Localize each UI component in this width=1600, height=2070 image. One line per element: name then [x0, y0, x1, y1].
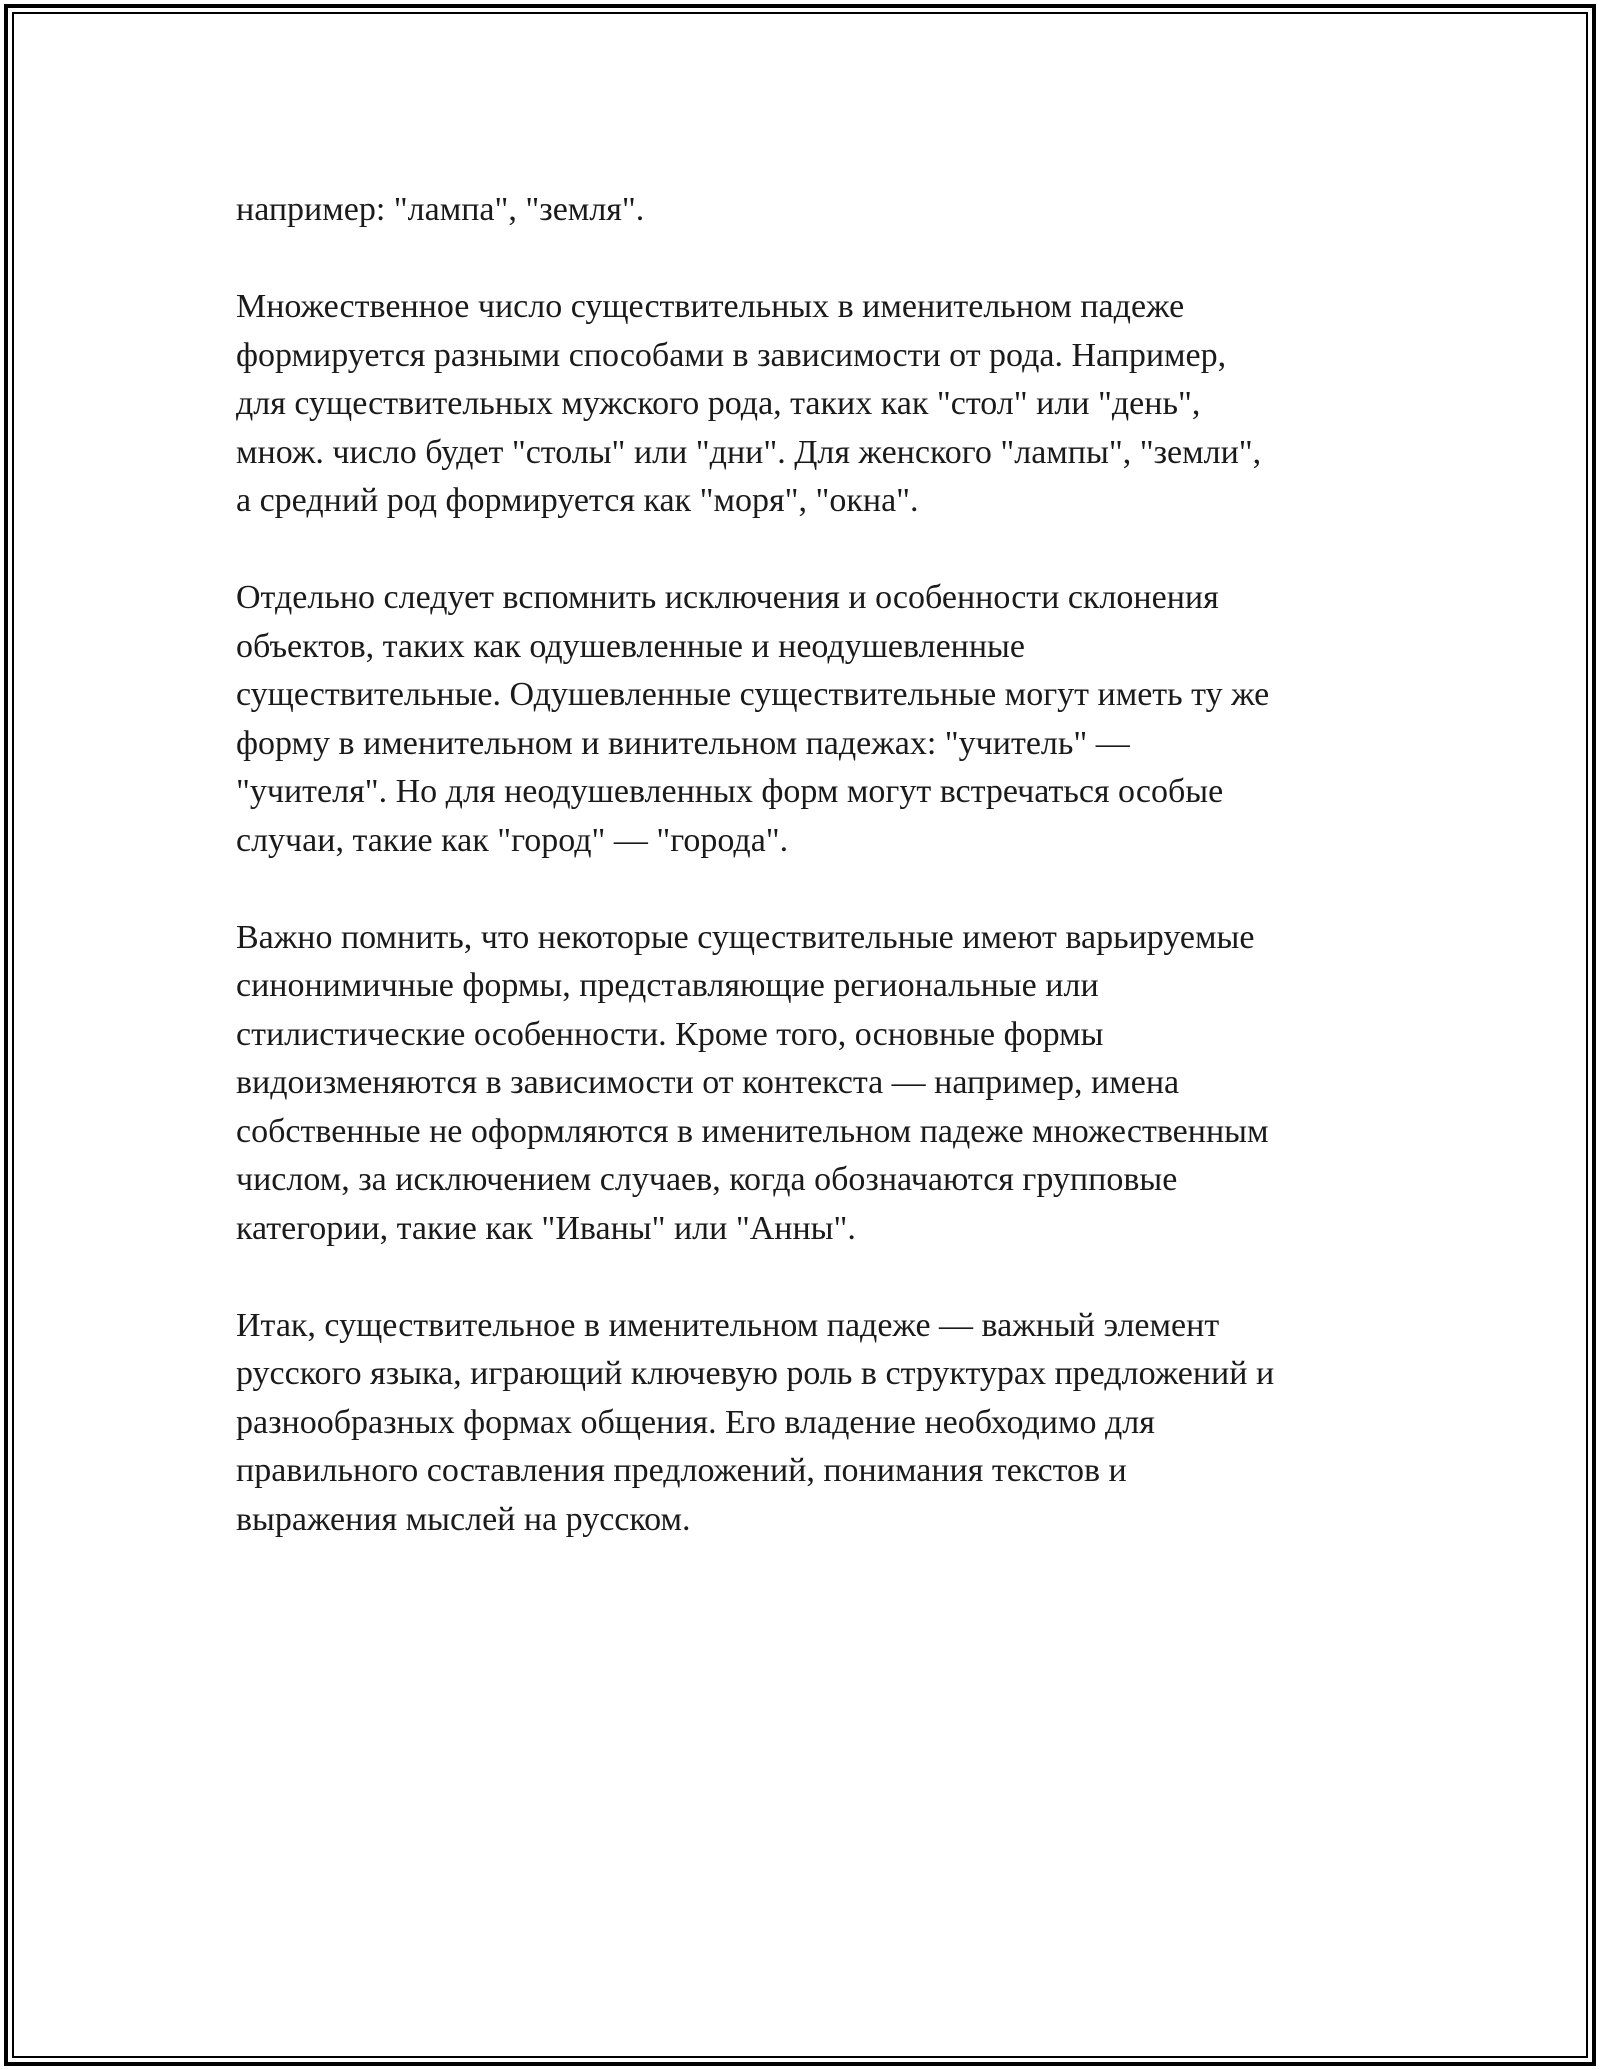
text-line: Важно помнить, что некоторые существительные имеют варьируемые	[236, 918, 1255, 956]
text-line: существительные. Одушевленные существительные могут иметь ту же	[236, 676, 1270, 713]
text-line: Итак, существительное в именительном падеже — важный элемент	[236, 1306, 1220, 1344]
document-body	[236, 186, 1386, 1593]
text-line: Множественное число существительных в именительном падеже	[236, 288, 1185, 325]
text-line: а средний род формируется как "моря", "окна".	[236, 482, 919, 519]
paragraph	[236, 186, 1386, 235]
text-line: формируется разными способами в зависимости от рода. Например,	[236, 336, 1227, 374]
text-line: числом, за исключением случаев, когда обозначаются групповые	[236, 1161, 1178, 1198]
text-line: для существительных мужского рода, таких как "стол" или "день",	[236, 385, 1201, 422]
text-line: стилистические особенности. Кроме того, основные формы	[236, 1015, 1104, 1053]
text-line: "учителя". Но для неодушевленных форм могут встречаться особые	[236, 773, 1224, 810]
text-line: собственные не оформляются в именительном падеже множественным	[236, 1112, 1269, 1150]
text-line: правильного составления предложений, понимания текстов и	[236, 1452, 1127, 1489]
text-line: русского языка, играющий ключевую роль в структурах предложений и	[236, 1355, 1275, 1392]
text-line: видоизменяются в зависимости от контекста — например, имена	[236, 1064, 1180, 1101]
text-line: выражения мыслей на русском.	[236, 1500, 691, 1538]
text-line: категории, такие как "Иваны" или "Анны".	[236, 1209, 856, 1247]
text-line: Отдельно следует вспомнить исключения и особенности склонения	[236, 579, 1219, 616]
text-line: случаи, такие как "город" — "города".	[236, 821, 789, 859]
text-line: синонимичные формы, представляющие региональные или	[236, 967, 1099, 1004]
text-line: например: "лампа", "земля".	[236, 191, 645, 228]
paragraph	[236, 914, 1386, 1254]
paragraph	[236, 1302, 1386, 1545]
text-line: множ. число будет "столы" или "дни". Для женского "лампы", "земли",	[236, 433, 1262, 471]
text-line: разнообразных формах общения. Его владение необходимо для	[236, 1403, 1155, 1441]
paragraph	[236, 574, 1386, 865]
paragraph	[236, 283, 1386, 526]
text-line: форму в именительном и винительном падежах: "учитель" —	[236, 724, 1130, 762]
text-line: объектов, таких как одушевленные и неодушевленные	[236, 627, 1025, 665]
